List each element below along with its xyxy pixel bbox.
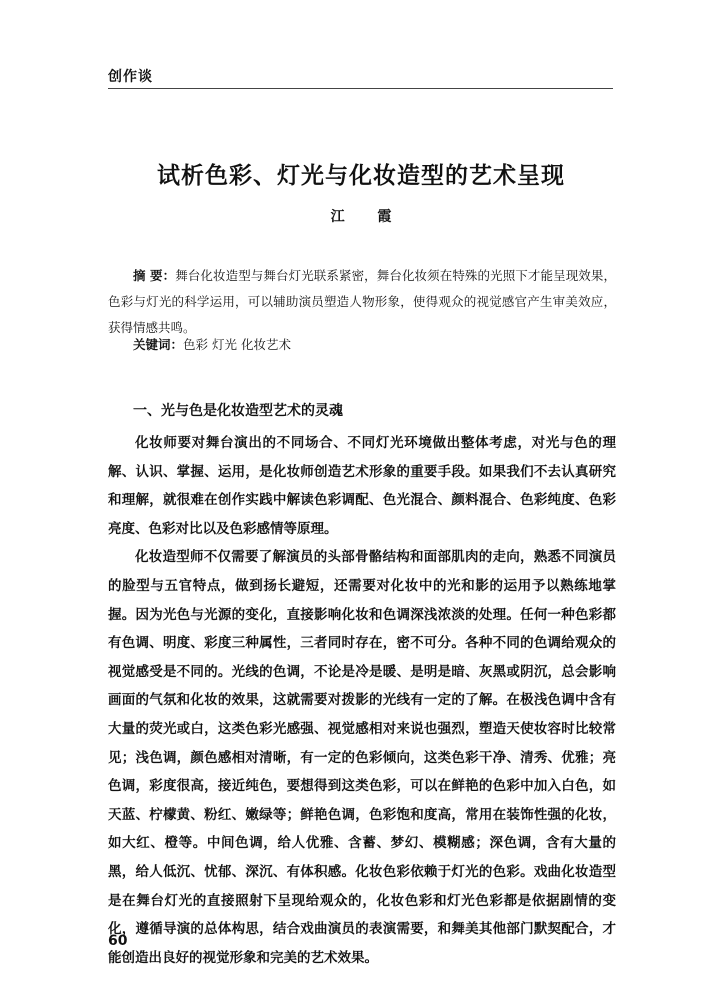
column-label: 创作谈: [108, 69, 153, 85]
keywords-text: 色彩 灯光 化妆艺术: [183, 337, 291, 352]
abstract: [108, 263, 616, 341]
keywords: [133, 335, 291, 353]
keywords-label: 关键词：: [133, 337, 184, 352]
body-text: [108, 429, 616, 972]
abstract-text: 舞台化妆造型与舞台灯光联系紧密，舞台化妆须在特殊的光照下才能呈现效果，色彩与灯光的科学运用，可以辅助演员塑造人物形象，使得观众的视觉感官产生审美效应，获得情感共鸣。: [108, 268, 616, 335]
running-header: [108, 66, 613, 89]
author-name: 江 霞: [330, 209, 406, 225]
page-number: 60: [108, 933, 128, 949]
abstract-label: 摘 要：: [133, 268, 176, 283]
section-heading: 一、光与色是化妆造型艺术的灵魂: [133, 403, 343, 419]
paragraph: 化妆师要对舞台演出的不同场合、不同灯光环境做出整体考虑，对光与色的理解、认识、掌握、运用，是化妆师创造艺术形象的重要手段。如果我们不去认真研究和理解，就很难在创作实践中解读色彩调配、色光混合、颜料混合、色彩纯度、色彩亮度、色彩对比以及色彩感情等原理。: [108, 435, 616, 537]
article-title: 试析色彩、灯光与化妆造型的艺术呈现: [157, 163, 565, 189]
paragraph: 化妆造型师不仅需要了解演员的头部骨骼结构和面部肌肉的走向，熟悉不同演员的脸型与五官特点，做到扬长避短，还需要对化妆中的光和影的运用予以熟练地掌握。因为光色与光源的变化，直接影响化妆和色调深浅浓淡的处理。任何一种色彩都有色调、明度、彩度三种属性，三者同时存在，密不可分。各种不同的色调给观众的视觉感受是不同的。光线的色调，不论是冷是暖、是明是暗、灰黑或阴沉，总会影响画面的气氛和化妆的效果，这就需要对拨影的光线有一定的了解。在极浅色调中含有大量的荧光或白，这类色彩光感强、视觉感相对来说也强烈，塑造天使妆容时比较常见；浅色调，颜色感相对清晰，有一定的色彩倾向，这类色彩干净、清秀、优雅；亮色调，彩度很高，接近纯色，要想得到这类色彩，可以在鲜艳的色彩中加入白色，如天蓝、柠檬黄、粉红、嫩绿等；鲜艳色调，色彩饱和度高，常用在装饰性强的化妆，如大红、橙等。中间色调，给人优雅、含蓄、梦幻、模糊感；深色调，含有大量的黑，给人低沉、忧郁、深沉、有体积感。化妆色彩依赖于灯光的色彩。戏曲化妆造型是在舞台灯光的直接照射下呈现给观众的，化妆色彩和灯光色彩都是依据剧情的变化，遵循导演的总体构思，结合戏曲演员的表演需要，和舞美其他部门默契配合，才能创造出良好的视觉形象和完美的艺术效果。: [108, 549, 616, 966]
